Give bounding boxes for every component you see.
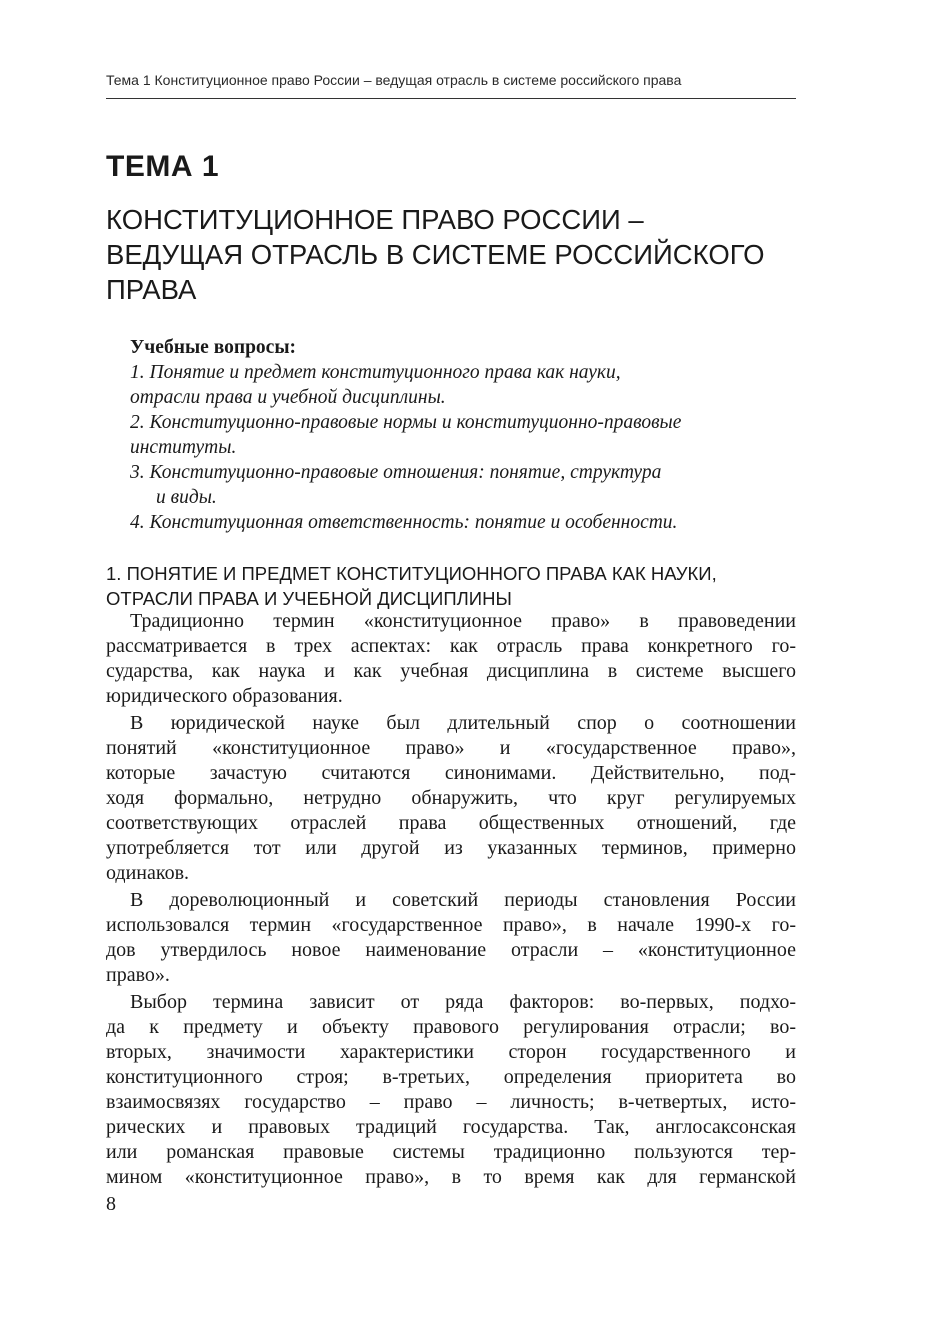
chapter-title-line: КОНСТИТУЦИОННОЕ ПРАВО РОССИИ – bbox=[106, 204, 644, 235]
section-title-line: 1. ПОНЯТИЕ И ПРЕДМЕТ КОНСТИТУЦИОННОГО ПРАВА КАК НАУКИ, bbox=[106, 563, 717, 584]
study-question-line: 1. Понятие и предмет конституционного права как науки, bbox=[130, 362, 621, 383]
text-line: дов утвердилось новое наименование отрасли – «конституционное bbox=[106, 939, 796, 961]
section-title-line: ОТРАСЛИ ПРАВА И УЧЕБНОЙ ДИСЦИПЛИНЫ bbox=[106, 588, 512, 609]
text-line: сударства, как наука и как учебная дисциплина в системе высшего bbox=[106, 660, 796, 682]
text-line: которые зачастую считаются синонимами. Действительно, под- bbox=[106, 762, 796, 784]
text-line: рических и правовых традиций государства. Так, англосаксонская bbox=[106, 1116, 796, 1138]
chapter-label: ТЕМА 1 bbox=[106, 150, 220, 183]
chapter-title-line: ВЕДУЩАЯ ОТРАСЛЬ В СИСТЕМЕ РОССИЙСКОГО bbox=[106, 239, 765, 270]
study-question-line: отрасли права и учебной дисциплины. bbox=[130, 387, 446, 408]
page-number: 8 bbox=[106, 1193, 116, 1215]
text-line: В юридической науке был длительный спор о соотношении bbox=[130, 712, 796, 734]
running-header: Тема 1 Конституционное право России – ведущая отрасль в системе российского права bbox=[106, 72, 682, 88]
text-line: соответствующих отраслей права общественных отношений, где bbox=[106, 812, 796, 834]
paragraph bbox=[106, 711, 796, 886]
text-line: рассматривается в трех аспектах: как отрасль права конкретного го- bbox=[106, 635, 796, 657]
study-question-line: 3. Конституционно-правовые отношения: понятие, структура bbox=[130, 462, 662, 483]
text-line: одинаков. bbox=[106, 862, 190, 884]
text-line: мином «конституционное право», в то время как для германской bbox=[106, 1166, 796, 1188]
paragraph bbox=[106, 888, 796, 988]
study-questions bbox=[130, 335, 790, 535]
study-question-line: 2. Конституционно-правовые нормы и конституционно-правовые bbox=[130, 412, 682, 433]
text-line: взаимосвязях государство – право – личность; в-четвертых, исто- bbox=[106, 1091, 796, 1113]
text-line: юридического образования. bbox=[106, 685, 343, 707]
text-line: В дореволюционный и советский периоды становления России bbox=[130, 889, 796, 911]
text-line: право». bbox=[106, 964, 170, 986]
header-rule bbox=[106, 98, 796, 99]
chapter-title bbox=[106, 202, 806, 307]
body-text bbox=[106, 609, 796, 1190]
study-question-line: 4. Конституционная ответственность: понятие и особенности. bbox=[130, 512, 678, 533]
text-line: да к предмету и объекту правового регулирования отрасли; во- bbox=[106, 1016, 796, 1038]
text-line: использовался термин «государственное право», в начале 1990-х го- bbox=[106, 914, 796, 936]
text-line: или романская правовые системы традиционно пользуются тер- bbox=[106, 1141, 796, 1163]
study-question-line: институты. bbox=[130, 437, 237, 458]
section-title bbox=[106, 561, 806, 611]
text-line: конституционного строя; в-третьих, определения приоритета во bbox=[106, 1066, 796, 1088]
text-line: понятий «конституционное право» и «государственное право», bbox=[106, 737, 796, 759]
chapter-title-line: ПРАВА bbox=[106, 274, 197, 305]
paragraph bbox=[106, 990, 796, 1190]
text-line: Выбор термина зависит от ряда факторов: во-первых, подхо- bbox=[130, 991, 796, 1013]
study-question-line: и виды. bbox=[156, 487, 217, 508]
study-questions-title: Учебные вопросы: bbox=[130, 337, 297, 358]
text-line: употребляется тот или другой из указанных терминов, примерно bbox=[106, 837, 796, 859]
text-line: вторых, значимости характеристики сторон государственного и bbox=[106, 1041, 796, 1063]
paragraph bbox=[106, 609, 796, 709]
text-line: ходя формально, нетрудно обнаружить, что круг регулируемых bbox=[106, 787, 796, 809]
text-line: Традиционно термин «конституционное право» в правоведении bbox=[130, 610, 796, 632]
